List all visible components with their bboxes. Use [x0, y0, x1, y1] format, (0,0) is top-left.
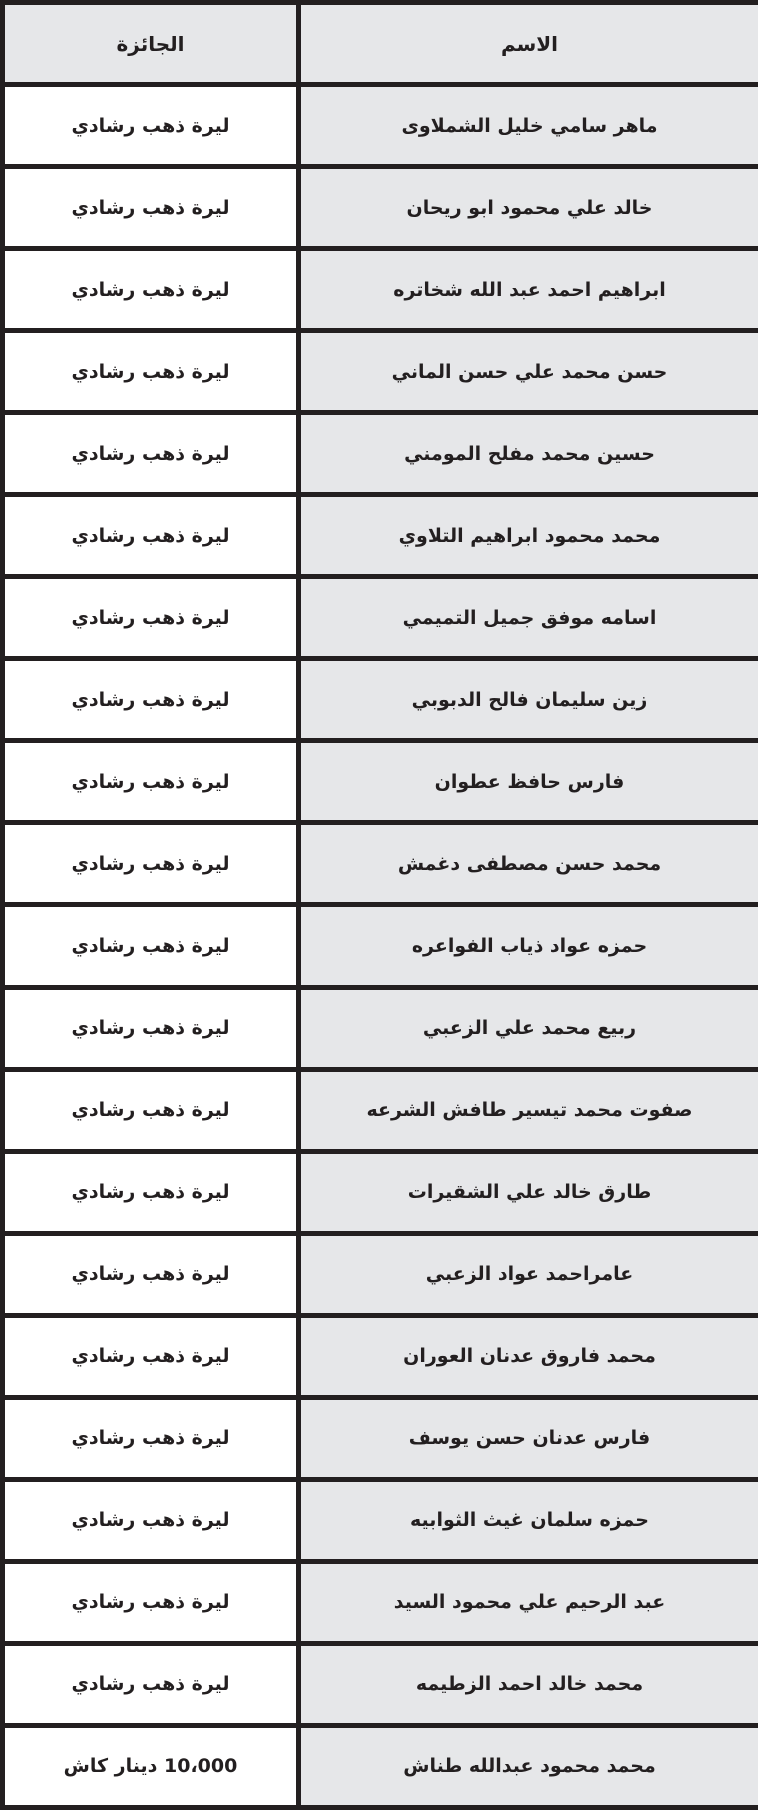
winner-prize: ليرة ذهب رشادي: [3, 167, 299, 249]
winner-prize: ليرة ذهب رشادي: [3, 1397, 299, 1479]
table-row: [3, 1069, 758, 1151]
winner-name: محمد خالد احمد الزطيمه: [299, 1643, 758, 1725]
winner-name: طارق خالد علي الشقيرات: [299, 1151, 758, 1233]
winner-name: حسين محمد مفلح المومني: [299, 413, 758, 495]
winner-prize: 10،000 دينار كاش: [3, 1725, 299, 1807]
table-row: [3, 1725, 758, 1807]
winner-name: عبد الرحيم علي محمود السيد: [299, 1561, 758, 1643]
table-row: [3, 1397, 758, 1479]
winner-prize: ليرة ذهب رشادي: [3, 577, 299, 659]
winner-name: زين سليمان فالح الدبوبي: [299, 659, 758, 741]
winner-prize: ليرة ذهب رشادي: [3, 413, 299, 495]
table-row: [3, 1479, 758, 1561]
table-row: [3, 85, 758, 167]
winner-name: حسن محمد علي حسن الماني: [299, 331, 758, 413]
winner-prize: ليرة ذهب رشادي: [3, 495, 299, 577]
winner-name: ماهر سامي خليل الشملاوى: [299, 85, 758, 167]
winner-prize: ليرة ذهب رشادي: [3, 1561, 299, 1643]
winner-prize: ليرة ذهب رشادي: [3, 1233, 299, 1315]
winner-name: فارس حافظ عطوان: [299, 741, 758, 823]
table-row: [3, 1315, 758, 1397]
winner-name: محمد محمود عبدالله طناش: [299, 1725, 758, 1807]
winner-name: ربيع محمد علي الزعبي: [299, 987, 758, 1069]
winner-prize: ليرة ذهب رشادي: [3, 905, 299, 987]
winner-name: فارس عدنان حسن يوسف: [299, 1397, 758, 1479]
table-row: [3, 167, 758, 249]
winner-prize: ليرة ذهب رشادي: [3, 1151, 299, 1233]
winner-name: حمزه سلمان غيث الثوابيه: [299, 1479, 758, 1561]
winner-prize: ليرة ذهب رشادي: [3, 1643, 299, 1725]
table-row: [3, 1561, 758, 1643]
winner-prize: ليرة ذهب رشادي: [3, 1479, 299, 1561]
winner-prize: ليرة ذهب رشادي: [3, 85, 299, 167]
table-row: [3, 413, 758, 495]
winner-prize: ليرة ذهب رشادي: [3, 1069, 299, 1151]
winner-prize: ليرة ذهب رشادي: [3, 987, 299, 1069]
winner-name: خالد علي محمود ابو ريحان: [299, 167, 758, 249]
winner-prize: ليرة ذهب رشادي: [3, 741, 299, 823]
winner-name: ابراهيم احمد عبد الله شخاتره: [299, 249, 758, 331]
winner-name: عامراحمد عواد الزعبي: [299, 1233, 758, 1315]
table-row: [3, 1643, 758, 1725]
table-row: [3, 1233, 758, 1315]
table-row: [3, 905, 758, 987]
table-row: [3, 1151, 758, 1233]
table-row: [3, 331, 758, 413]
table-row: [3, 741, 758, 823]
winner-prize: ليرة ذهب رشادي: [3, 1315, 299, 1397]
table-row: [3, 823, 758, 905]
table-row: [3, 987, 758, 1069]
table-row: [3, 577, 758, 659]
winner-name: محمد فاروق عدنان العوران: [299, 1315, 758, 1397]
winner-name: محمد حسن مصطفى دغمش: [299, 823, 758, 905]
winner-prize: ليرة ذهب رشادي: [3, 823, 299, 905]
winner-name: محمد محمود ابراهيم التلاوي: [299, 495, 758, 577]
winner-prize: ليرة ذهب رشادي: [3, 249, 299, 331]
winner-prize: ليرة ذهب رشادي: [3, 331, 299, 413]
winner-name: صفوت محمد تيسير طافش الشرعه: [299, 1069, 758, 1151]
header-name: الاسم: [299, 3, 758, 85]
winner-name: حمزه عواد ذياب الفواعره: [299, 905, 758, 987]
table-row: [3, 495, 758, 577]
table-row: [3, 249, 758, 331]
winner-prize: ليرة ذهب رشادي: [3, 659, 299, 741]
header-row: [3, 3, 758, 85]
header-prize: الجائزة: [3, 3, 299, 85]
winner-name: اسامه موفق جميل التميمي: [299, 577, 758, 659]
table-row: [3, 659, 758, 741]
